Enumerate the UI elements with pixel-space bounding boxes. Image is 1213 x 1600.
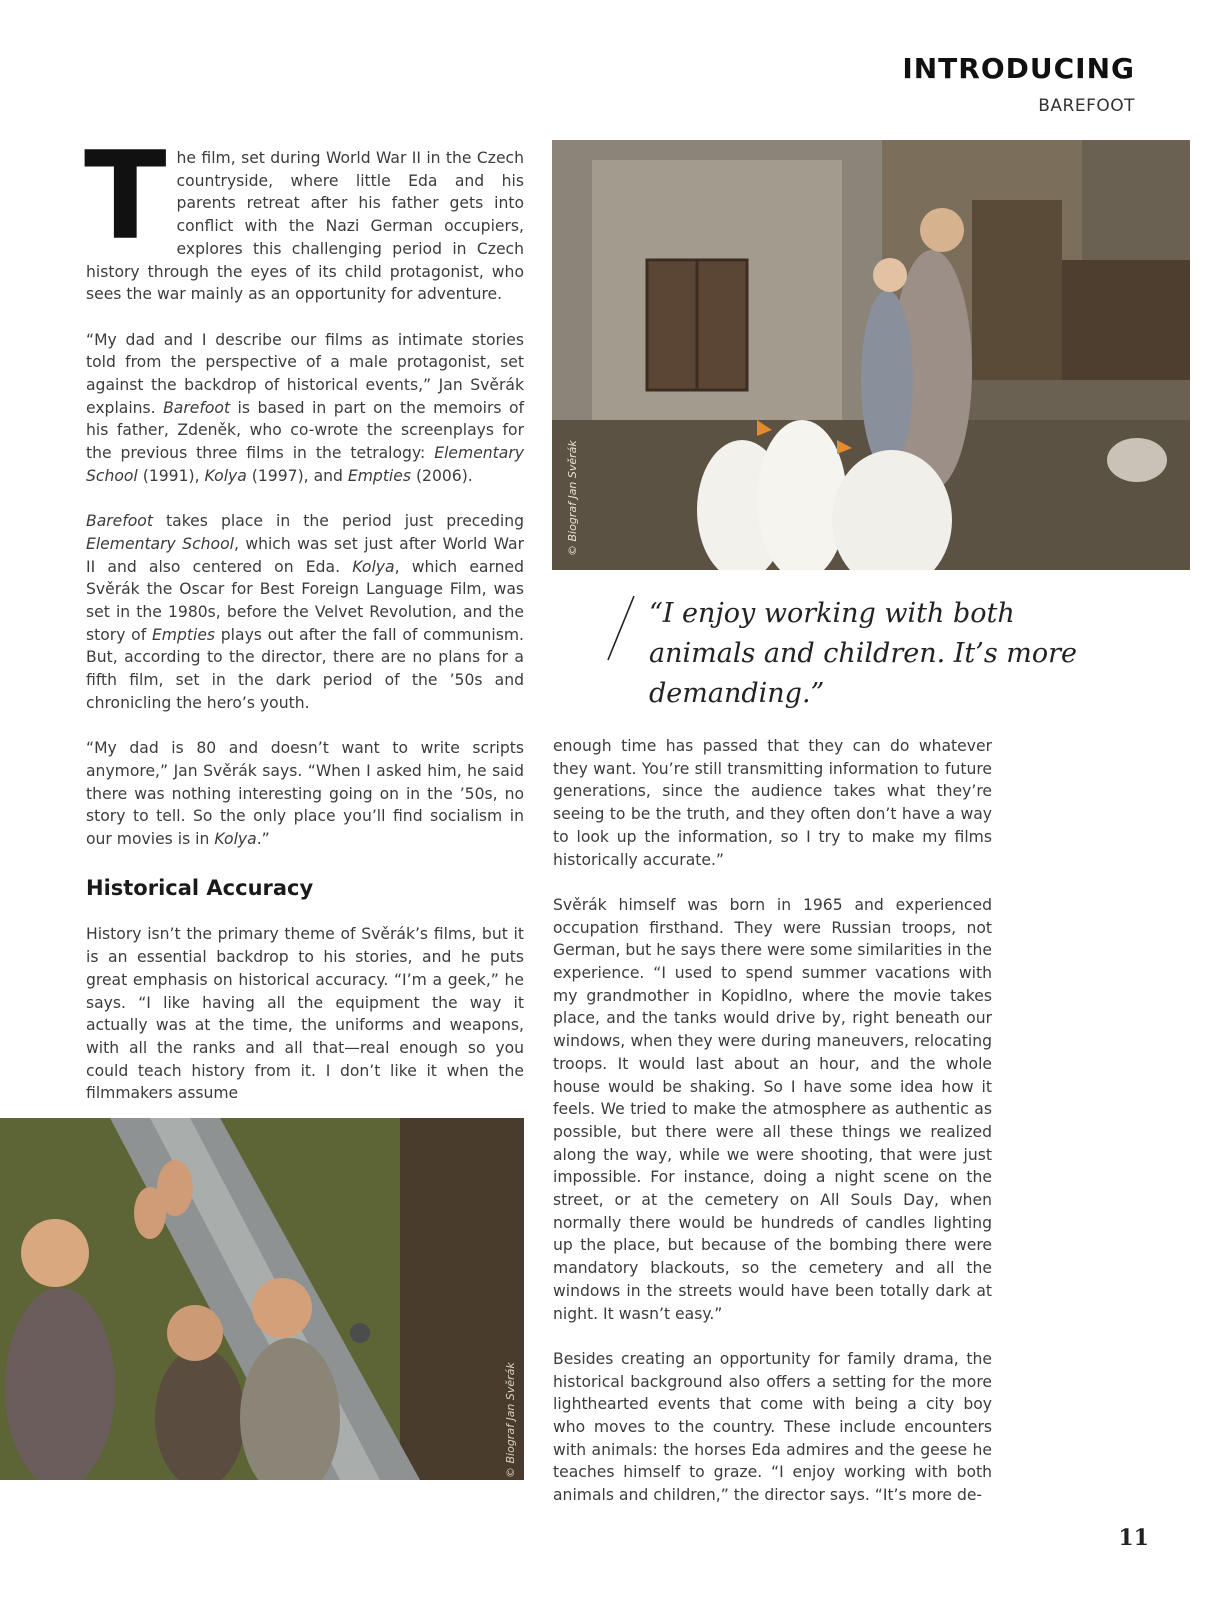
paragraph-3 xyxy=(86,510,524,714)
section-subtitle: BAREFOOT xyxy=(1038,96,1135,116)
subheading: Historical Accuracy xyxy=(86,876,314,901)
text-run: , which was set just after World War II and also centered on Eda. xyxy=(86,534,524,576)
article-column-left xyxy=(84,126,524,1128)
text-run: .” xyxy=(256,830,270,849)
paragraph-2 xyxy=(86,329,524,488)
text-run: takes place in the period just preceding xyxy=(152,512,524,531)
drop-cap: T xyxy=(84,126,167,267)
film-title: Empties xyxy=(151,625,216,644)
text-run: “My dad is 80 and doesn’t want to write scripts anymore,” Jan Svěrák says. “When I asked him, he said there was nothing interesting going on in the ’50s, no story to tell. So the only place you’ll find socialism in our movies is in xyxy=(86,739,524,849)
slash-ornament xyxy=(606,594,636,664)
photo-credit: © Biograf Jan Svěrák xyxy=(566,440,579,556)
photo-illustration xyxy=(0,1118,524,1480)
article-column-right xyxy=(553,735,992,1530)
text-run: , which earned Svěrák the Oscar for Best Foreign Language Film, was set in the 1980s, before the Velvet Revolution, and the story of xyxy=(86,557,524,644)
paragraph-8: Besides creating an opportunity for family drama, the historical background also offers a setting for the more lighthearted events that come with being a city boy who moves to the country. These include encounters with animals: the horses Eda admires and the geese he teaches himself to graze. “I enjoy working with both animals and children,” the director says. “It’s more de- xyxy=(553,1349,992,1505)
film-title: Barefoot xyxy=(86,512,153,531)
photo-boys-bomb xyxy=(0,1118,524,1480)
film-title: Elementary School xyxy=(86,444,524,485)
intro-text: he film, set during World War II in the Czech countryside, where little Eda and his parents retreat after his father gets into conflict with the Nazi German occupiers, explores this challenging period in Czech history through the eyes of its child protagonist, who sees the war mainly as an opportunity for adventure. xyxy=(86,149,524,304)
text-run: (2006). xyxy=(410,466,473,485)
paragraph-intro xyxy=(84,126,524,306)
section-title: INTRODUCING xyxy=(902,52,1135,85)
film-title: Kolya xyxy=(204,466,247,485)
paragraph-5: History isn’t the primary theme of Svěrák’s films, but it is an essential backdrop to his stories, and he puts great emphasis on historical accuracy. “I’m a geek,” he says. “I like having all the equipment the way it actually was at the time, the uniforms and weapons, with all the ranks and all that—real enough so you could teach history from it. I don’t like it when the filmmakers assume xyxy=(86,925,524,1103)
text-run: is based in part on the memoirs of his father, Zdeněk, who co-wrote the screenplays for the previous three films in the tetralogy: xyxy=(86,398,524,463)
film-title: Empties xyxy=(347,466,411,485)
text-run: (1991), xyxy=(137,466,205,485)
page-number: 11 xyxy=(1118,1525,1149,1551)
film-title: Barefoot xyxy=(163,398,231,417)
photo-illustration xyxy=(552,140,1190,570)
paragraph-7: Svěrák himself was born in 1965 and experienced occupation firsthand. They were Russian troops, not German, but he says there were some similarities in the experience. “I used to spend summer vacations with my grandmother in Kopidlno, where the movie takes place, and the tanks would drive by, right beneath our windows, when they were during maneuvers, relocating troops. It would last about an hour, and the whole house would be shaking. So I have some idea how it feels. We tried to make the atmosphere as authentic as possible, but there were all these things we realized along the way, while we were shooting, that were just impossible. For instance, doing a night scene on the street, or at the cemetery on All Souls Day, when normally there would be hundreds of candles lighting up the place, but because of the bombing there were mandatory blackouts, so the cemetery and all the windows in the streets would have been totally dark at night. It wasn’t easy.” xyxy=(553,895,992,1323)
paragraph-4 xyxy=(86,737,524,851)
text-run: plays out after the fall of communism. But, according to the director, there are no plans for a fifth film, set in the dark period of the ’50s and chronicling the hero’s youth. xyxy=(86,625,524,712)
text-run: “My dad and I describe our films as intimate stories told from the perspective of a male protagonist, set against the backdrop of historical events,” Jan Svěrák explains. xyxy=(86,330,524,417)
pull-quote-text: “I enjoy working with both animals and children. It’s more demanding.” xyxy=(649,598,1078,709)
photo-geese-farmyard xyxy=(552,140,1190,570)
photo-credit: © Biograf Jan Svěrák xyxy=(504,1362,517,1478)
film-title: Kolya xyxy=(214,830,257,849)
film-title: Elementary School xyxy=(86,534,234,553)
text-run: (1997), and xyxy=(246,466,348,485)
paragraph-6: enough time has passed that they can do whatever they want. You’re still transmitting information to future generations, since the audience takes what they’re seeing to be the truth, and they often don’t have a way to look up the information, so I try to make my films historically accurate.” xyxy=(553,737,992,869)
film-title: Kolya xyxy=(352,557,395,576)
